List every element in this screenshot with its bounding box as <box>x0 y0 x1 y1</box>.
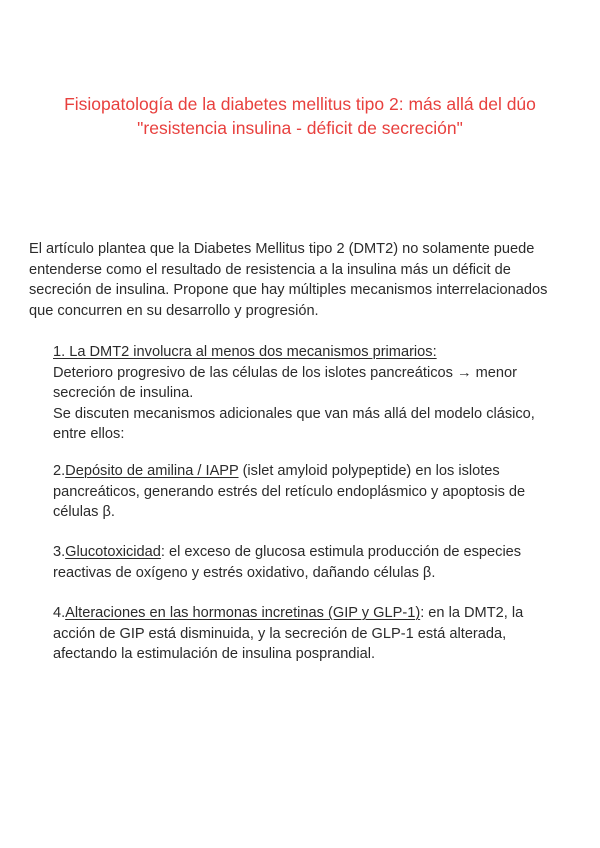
section-2-first-line <box>53 461 578 482</box>
section-1-body-line: entre ellos: <box>53 426 125 442</box>
section-4-body-line: acción de GIP está disminuida, y la secreción de GLP-1 está alterada, <box>53 625 507 642</box>
section-2-first-line-rest: (islet amyloid polypeptide) en los islotes <box>238 463 500 479</box>
intro-line: secreción de insulina. Propone que hay múltiples mecanismos interrelacionados <box>29 282 548 298</box>
section-4-body-line: afectando la estimulación de insulina posprandial. <box>53 646 376 662</box>
section-2 <box>53 461 578 523</box>
section-3-first-line <box>53 542 578 563</box>
title-line-1: Fisiopatología de la diabetes mellitus tipo 2: más allá del dúo <box>64 94 536 114</box>
section-4-heading: Alteraciones en las hormonas incretinas (GIP y GLP-1) <box>65 605 421 621</box>
intro-paragraph <box>29 239 574 321</box>
intro-line: entenderse como el resultado de resistencia a la insulina más un déficit de <box>29 261 511 278</box>
page-title <box>30 92 570 140</box>
section-2-body-line: pancreáticos, generando estrés del retículo endoplásmico y apoptosis de <box>53 483 526 500</box>
section-4-first-line <box>53 603 578 624</box>
section-1-body-line: Deterioro progresivo de las células de los islotes pancreáticos → menor <box>53 364 517 381</box>
section-1 <box>53 342 578 445</box>
section-1-heading <box>53 342 578 363</box>
section-3 <box>53 542 578 583</box>
title-line-2: "resistencia insulina - déficit de secreción" <box>137 118 463 138</box>
section-4-number: 4. <box>53 605 66 621</box>
section-4 <box>53 603 578 665</box>
section-1-body-line: Se discuten mecanismos adicionales que van más allá del modelo clásico, <box>53 405 535 422</box>
section-3-first-line-rest: : el exceso de glucosa estimula producción de especies <box>160 544 522 560</box>
section-3-number: 3. <box>53 544 66 560</box>
section-1-heading-text: 1. La DMT2 involucra al menos dos mecanismos primarios: <box>53 344 437 360</box>
section-4-first-line-rest: : en la DMT2, la <box>420 605 524 621</box>
intro-line: El artículo plantea que la Diabetes Mellitus tipo 2 (DMT2) no solamente puede <box>29 241 535 257</box>
section-2-heading: Depósito de amilina / IAPP <box>65 463 239 479</box>
section-3-heading: Glucotoxicidad <box>65 544 161 560</box>
intro-line: que concurren en su desarrollo y progresión. <box>29 302 319 319</box>
section-2-number: 2. <box>53 463 66 479</box>
section-2-body-line: células β. <box>53 504 115 520</box>
section-1-body-line: secreción de insulina. <box>53 385 194 401</box>
section-3-body-line: reactivas de oxígeno y estrés oxidativo, dañando células β. <box>53 564 436 581</box>
